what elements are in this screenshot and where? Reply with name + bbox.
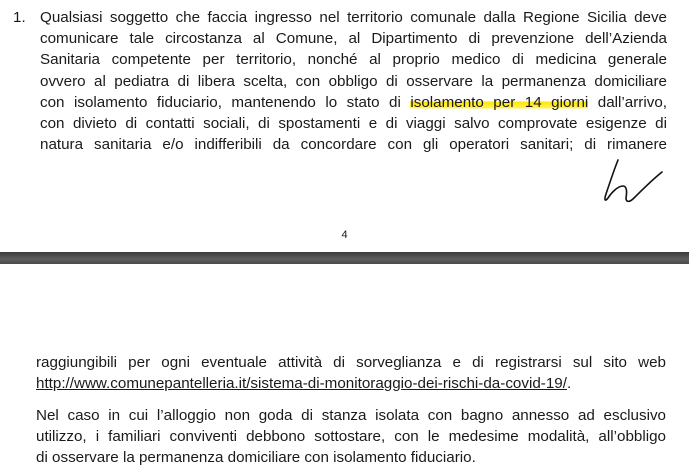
monitoring-site-link[interactable]: http://www.comunepantelleria.it/sistema-di-monitoraggio-dei-rischi-da-covid-19/	[36, 375, 567, 393]
page-number: 4	[341, 229, 348, 241]
text-line: ovvero al pediatra di libera scelta, con obbligo di osservare la permanenza domiciliare	[40, 72, 667, 90]
text-line: comunicare tale circostanza al Comune, al Dipartimento di prevenzione dell’Azienda	[40, 30, 667, 48]
text-segment: dall’arrivo,	[588, 93, 667, 111]
text-line: utilizzo, i familiari conviventi debbono sottostare, con le medesime modalità, all’obbligo	[36, 428, 666, 446]
paragraph	[36, 352, 666, 394]
text-line: raggiungibili per ogni eventuale attività di sorveglianza e di registrarsi sul sito web	[36, 354, 666, 371]
list-item-number: 1.	[13, 9, 26, 26]
text-segment: con isolamento fiduciario, mantenendo lo stato di	[40, 93, 411, 111]
text-line	[40, 92, 667, 113]
handwritten-signature	[596, 158, 666, 213]
text-line: Sanitaria competente per territorio, nonché al proprio medico di medicina generale	[40, 51, 667, 69]
text-line: di osservare la permanenza domiciliare con isolamento fiduciario.	[36, 449, 476, 467]
paragraph	[36, 405, 666, 469]
list-item-paragraph	[40, 7, 667, 155]
text-segment: .	[566, 375, 572, 393]
text-line: Qualsiasi soggetto che faccia ingresso nel territorio comunale dalla Regione Sicilia deve	[40, 9, 667, 26]
highlighted-text: isolamento per 14 giorni	[410, 93, 589, 111]
page-separator	[0, 252, 689, 264]
text-line: Nel caso in cui l’alloggio non goda di stanza isolata con bagno annesso ad esclusivo	[36, 407, 666, 424]
document-page-bottom	[0, 264, 689, 469]
text-line: con divieto di contatti sociali, di spostamenti e di viaggi salvo comprovate esigenze di	[40, 115, 667, 133]
text-line: natura sanitaria e/o indifferibili da concordare con gli operatori sanitari; di rimanere	[40, 136, 667, 154]
text-line	[36, 373, 666, 394]
